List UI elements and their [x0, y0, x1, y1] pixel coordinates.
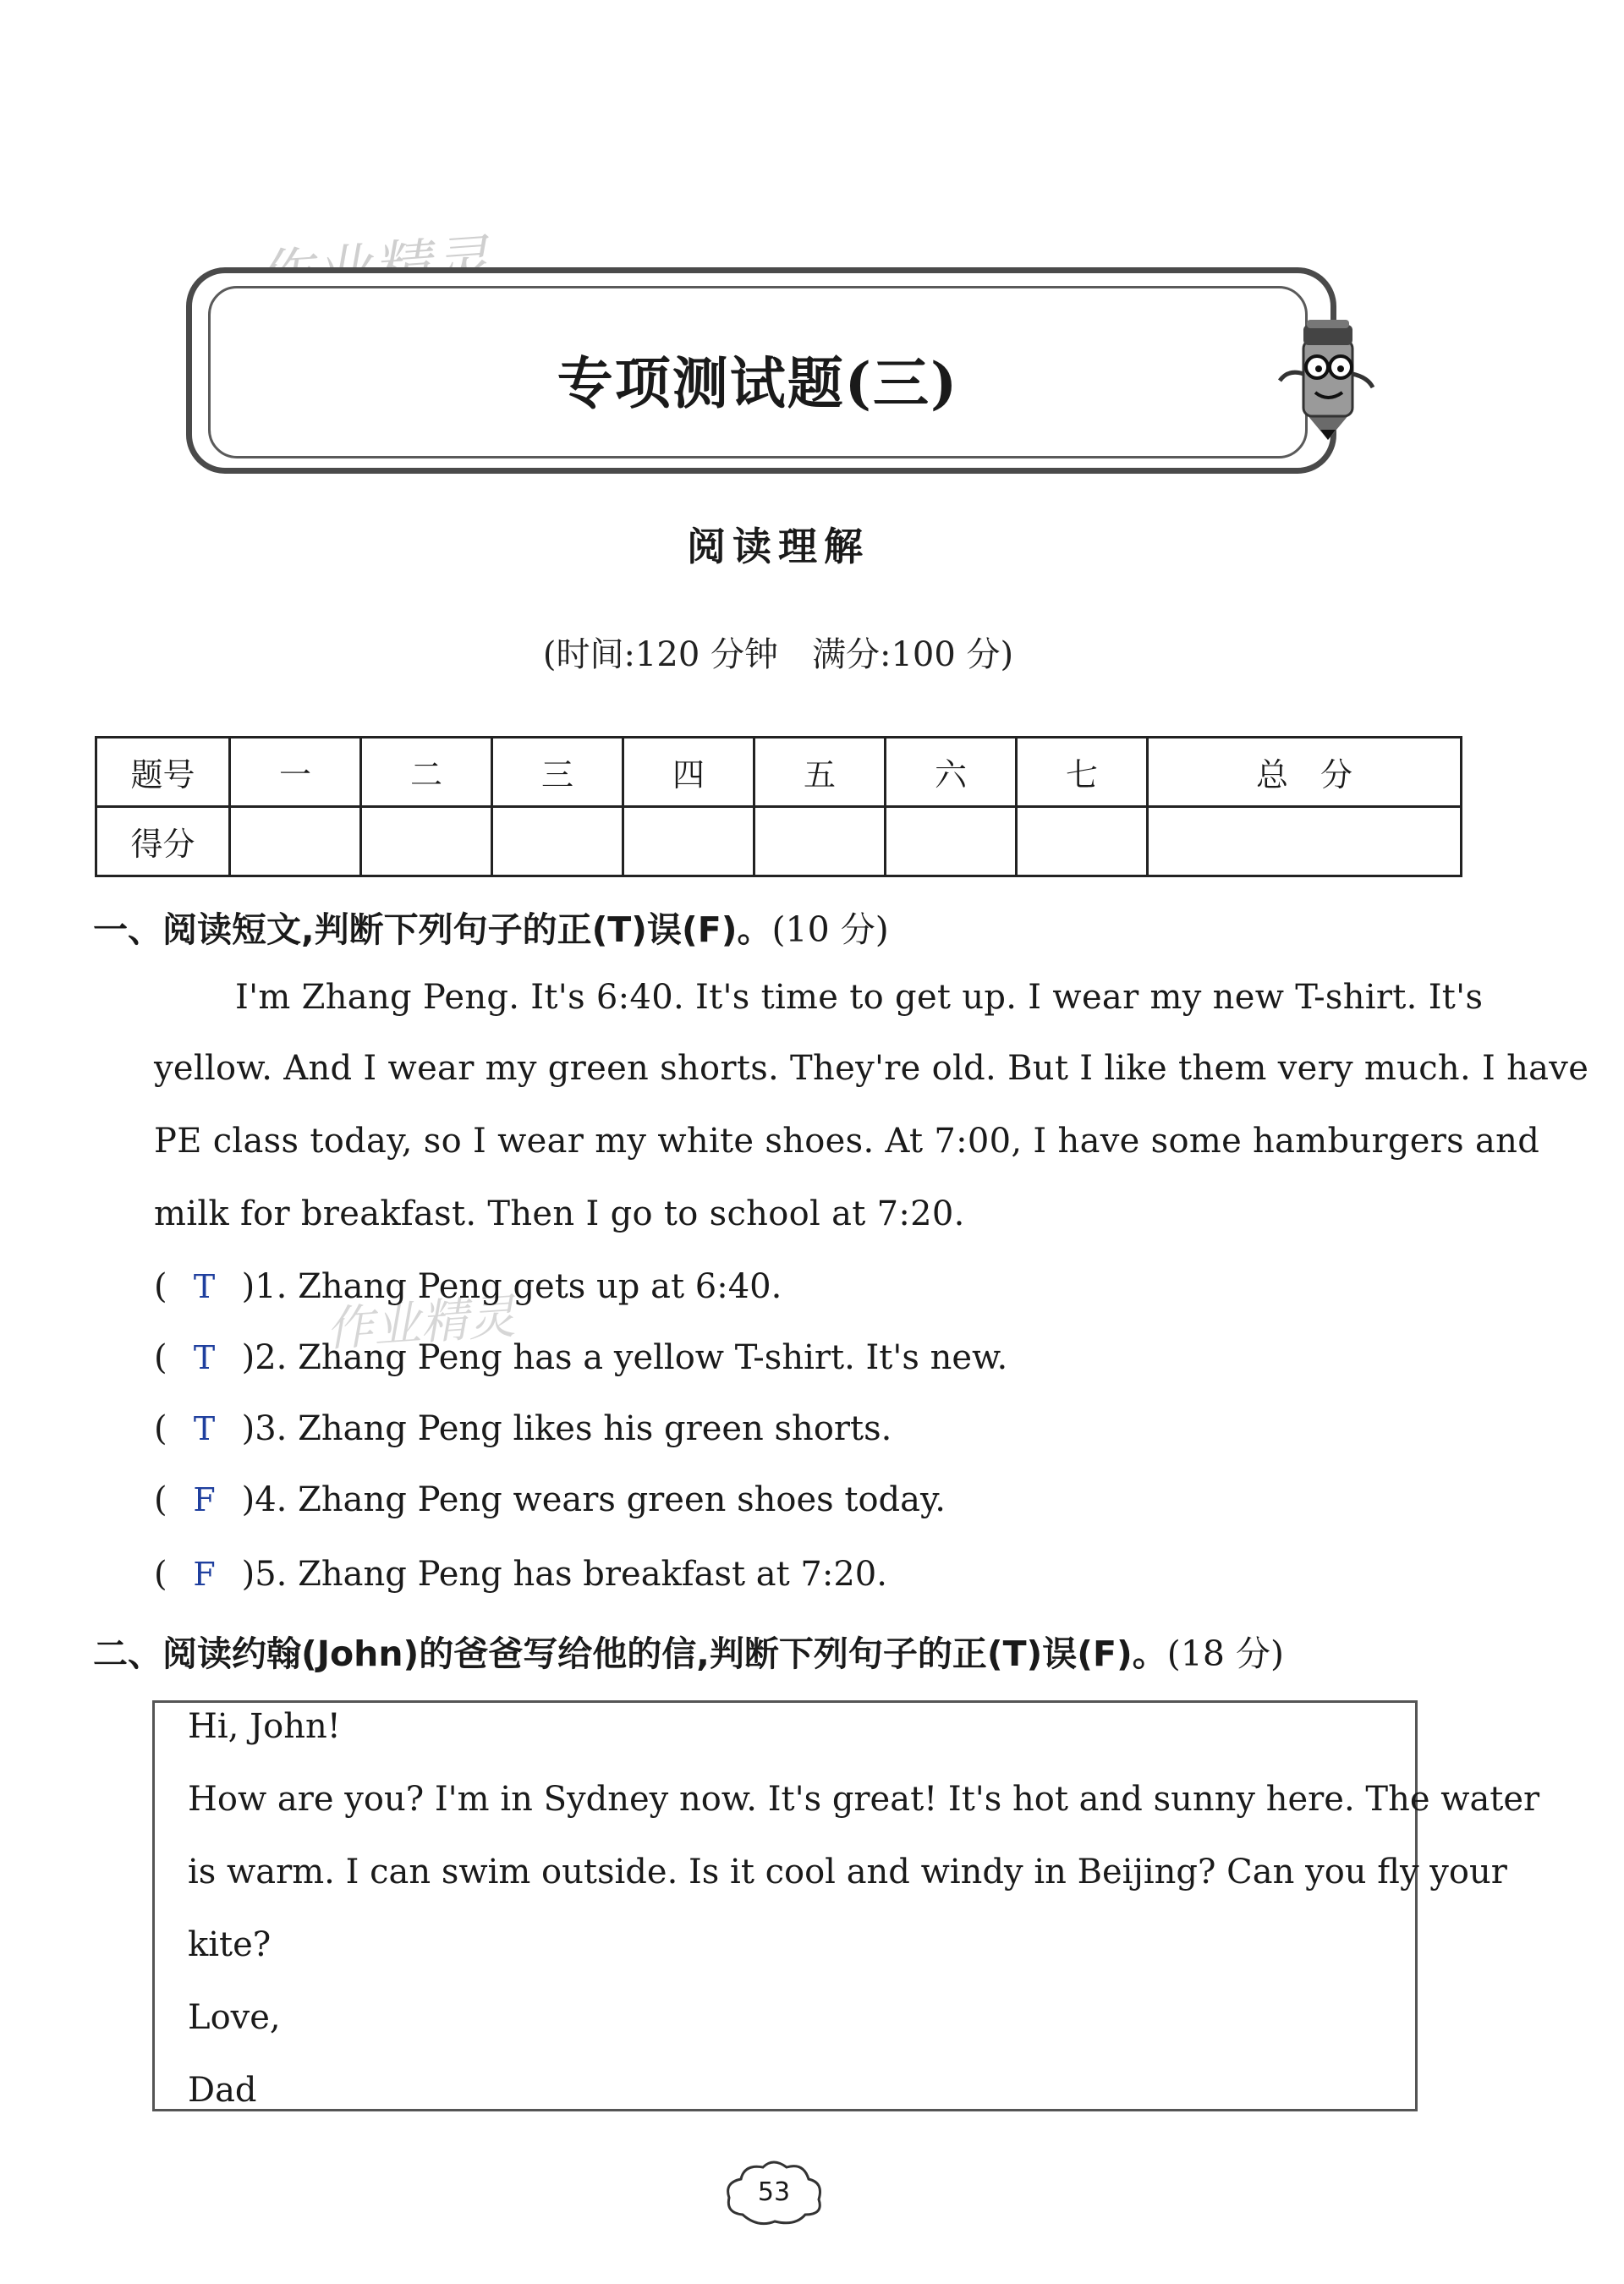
item-text: )2. Zhang Peng has a yellow T-shirt. It's new.: [241, 1338, 1008, 1377]
section2-heading-text: 二、阅读约翰(John)的爸爸写给他的信,判断下列句子的正(T)误(F)。: [93, 1633, 1167, 1674]
table-cell: 得分: [96, 807, 230, 876]
letter-line: Dad: [188, 2071, 257, 2110]
watermark: 作业精灵: [324, 1289, 518, 1358]
tf-item: ( T )3. Zhang Peng likes his green shorts.: [154, 1409, 892, 1448]
score-cell[interactable]: [886, 807, 1017, 876]
item-text: )1. Zhang Peng gets up at 6:40.: [241, 1267, 782, 1306]
letter-line: is warm. I can swim outside. Is it cool and windy in Beijing? Can you fly your: [188, 1853, 1507, 1891]
score-cell[interactable]: [230, 807, 361, 876]
letter-line: kite?: [188, 1925, 272, 1964]
score-cell[interactable]: [1148, 807, 1462, 876]
table-cell: 总 分: [1148, 738, 1462, 807]
section1-heading: [93, 902, 889, 952]
score-table-header-row: [96, 738, 1462, 807]
letter-line: Love,: [188, 1998, 281, 2037]
section2-heading: [93, 1626, 1284, 1676]
section1-points: (10 分): [771, 909, 889, 950]
letter-line: Hi, John!: [188, 1707, 341, 1746]
table-cell: 五: [754, 738, 886, 807]
answer-blank[interactable]: T: [193, 1410, 216, 1447]
letter-line: How are you? I'm in Sydney now. It's great! It's hot and sunny here. The water: [188, 1780, 1540, 1819]
answer-blank[interactable]: T: [193, 1268, 216, 1305]
passage-line: PE class today, so I wear my white shoes. At 7:00, I have some hamburgers and: [154, 1122, 1540, 1161]
score-cell[interactable]: [623, 807, 754, 876]
letter-box: [152, 1700, 1418, 2111]
page-title: 专项测试题(三): [557, 350, 959, 416]
answer-blank[interactable]: F: [193, 1481, 216, 1518]
answer-blank[interactable]: T: [193, 1339, 216, 1376]
page-number: 53: [757, 2177, 791, 2207]
score-table: [95, 736, 1462, 877]
section2-points: (18 分): [1166, 1633, 1284, 1674]
tf-item: ( F )4. Zhang Peng wears green shoes today.: [154, 1480, 946, 1519]
table-cell: 题号: [96, 738, 230, 807]
item-text: )5. Zhang Peng has breakfast at 7:20.: [241, 1555, 887, 1594]
item-text: )3. Zhang Peng likes his green shorts.: [241, 1409, 892, 1448]
passage-line: yellow. And I wear my green shorts. They're old. But I like them very much. I have: [154, 1049, 1589, 1088]
table-cell: 六: [886, 738, 1017, 807]
score-table-score-row: [96, 807, 1462, 876]
table-cell: 一: [230, 738, 361, 807]
tf-item: ( T )2. Zhang Peng has a yellow T-shirt. It's new.: [154, 1338, 1008, 1377]
subject-title: 阅读理解: [687, 524, 870, 569]
passage-line: milk for breakfast. Then I go to school at 7:20.: [154, 1194, 965, 1233]
pencil-mascot-icon: [1273, 315, 1383, 442]
answer-blank[interactable]: F: [193, 1556, 216, 1593]
score-cell[interactable]: [754, 807, 886, 876]
score-cell[interactable]: [1017, 807, 1148, 876]
tf-item: ( T )1. Zhang Peng gets up at 6:40.: [154, 1267, 782, 1306]
table-cell: 二: [361, 738, 492, 807]
section1-heading-text: 一、阅读短文,判断下列句子的正(T)误(F)。: [93, 909, 772, 950]
table-cell: 三: [492, 738, 623, 807]
table-cell: 七: [1017, 738, 1148, 807]
tf-item: ( F )5. Zhang Peng has breakfast at 7:20.: [154, 1555, 887, 1594]
score-cell[interactable]: [492, 807, 623, 876]
table-cell: 四: [623, 738, 754, 807]
time-info: (时间:120 分钟 满分:100 分): [542, 635, 1014, 674]
score-cell[interactable]: [361, 807, 492, 876]
passage-line: I'm Zhang Peng. It's 6:40. It's time to get up. I wear my new T-shirt. It's: [235, 978, 1484, 1017]
item-text: )4. Zhang Peng wears green shoes today.: [241, 1480, 946, 1519]
